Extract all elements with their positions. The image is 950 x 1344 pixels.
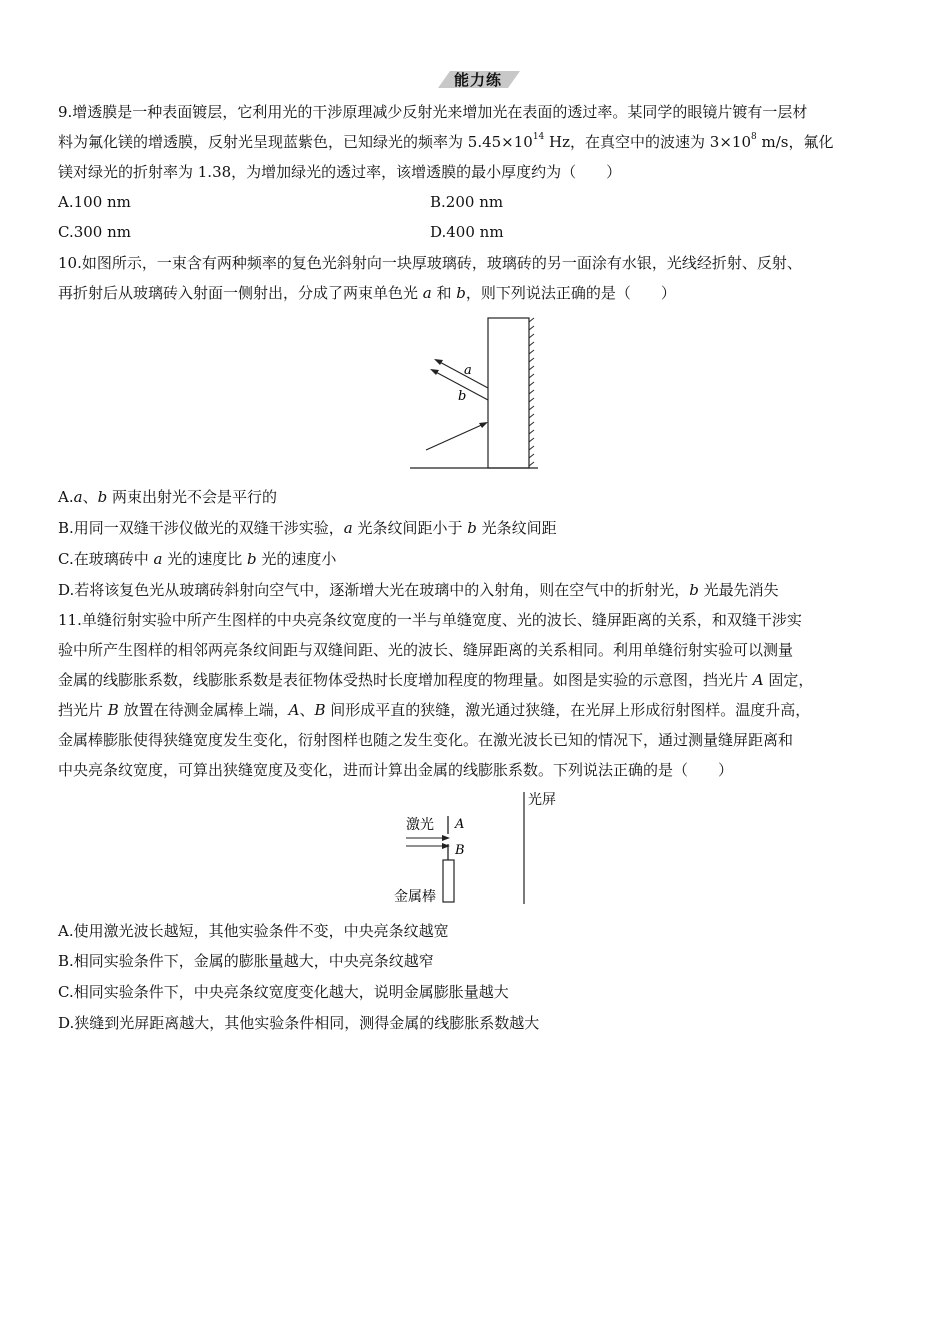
- q11-line-1: 11.单缝衍射实验中所产生图样的中央亮条纹宽度的一半与单缝宽度、光的波长、缝屏距离的关系，和双缝干涉实: [58, 611, 802, 629]
- q9-option-d[interactable]: D.400 nm: [430, 223, 504, 241]
- fig-label-plate-b: B: [455, 843, 465, 858]
- q11-option-b[interactable]: B.相同实验条件下，金属的膨胀量越大，中央亮条纹越窄: [58, 952, 434, 970]
- q9-line-1: 9.增透膜是一种表面镀层，它利用光的干涉原理减少反射光来增加光在表面的透过率。某同学的眼镜片镀有一层材: [58, 103, 808, 121]
- fig-laser-label: 激光: [406, 817, 434, 833]
- incident-ray: [426, 423, 486, 450]
- q10-stem: [58, 248, 890, 308]
- mercury-hatching: [529, 318, 534, 466]
- ray-a-arrow-head: [434, 359, 443, 365]
- q11-line-5: 金属棒膨胀使得狭缝宽度发生变化，衍射图样也随之发生变化。在激光波长已知的情况下，通过测量缝屏距离和: [58, 731, 794, 749]
- q11-option-d[interactable]: D.狭缝到光屏距离越大，其他实验条件相同，测得金属的线膨胀系数越大: [58, 1014, 540, 1032]
- q10-option-a[interactable]: A.a、b 两束出射光不会是平行的: [58, 488, 277, 506]
- q10-option-b[interactable]: B.用同一双缝干涉仪做光的双缝干涉实验，a 光条纹间距小于 b 光条纹间距: [58, 519, 557, 537]
- q11-line-6: 中央亮条纹宽度，可算出狭缝宽度及变化，进而计算出金属的线膨胀系数。下列说法正确的是（ ）: [58, 761, 734, 779]
- q10-line-1: 10.如图所示，一束含有两种频率的复色光斜射向一块厚玻璃砖，玻璃砖的另一面涂有水银，光线经折射、反射、: [58, 254, 802, 272]
- fig-screen-label: 光屏: [528, 792, 556, 808]
- q10-line-2: 再折射后从玻璃砖入射面一侧射出，分成了两束单色光 a 和 b，则下列说法正确的是（ ）: [58, 284, 676, 302]
- ray-a: [436, 360, 488, 388]
- q9-line-2: 料为氟化镁的增透膜，反射光呈现蓝紫色，已知绿光的频率为 $5.45\times 10^{14}$ Hz，在真空中的波速为 $3\times 10^8$ m/s，氟化: [58, 132, 834, 151]
- laser-arrow-2: [442, 843, 450, 849]
- q11-option-a[interactable]: A.使用激光波长越短，其他实验条件不变，中央亮条纹越宽: [58, 922, 449, 940]
- fig-label-a: a: [464, 363, 472, 378]
- q11-option-c[interactable]: C.相同实验条件下，中央亮条纹宽度变化越大，说明金属膨胀量越大: [58, 983, 509, 1001]
- q11-line-4: 挡光片 B 放置在待测金属棒上端，A、B 间形成平直的狭缝，激光通过狭缝，在光屏上形成衍射图样。温度升高，: [58, 701, 811, 719]
- q9-stem: [58, 97, 890, 187]
- fig-label-plate-a: A: [455, 817, 465, 832]
- q11-line-3: 金属的线膨胀系数，线膨胀系数是表征物体受热时长度增加程度的物理量。如图是实验的示意图，挡光片 A 固定，: [58, 671, 814, 689]
- fig-label-b: b: [458, 389, 467, 404]
- q9-option-b[interactable]: B.200 nm: [430, 193, 504, 211]
- q11-stem: [58, 605, 890, 785]
- q9-option-c[interactable]: C.300 nm: [58, 223, 131, 241]
- metal-rod: [443, 860, 454, 902]
- section-header: [432, 68, 524, 90]
- q10-option-c[interactable]: C.在玻璃砖中 a 光的速度比 b 光的速度小: [58, 550, 337, 568]
- laser-arrow-1: [442, 835, 450, 841]
- q10-option-d[interactable]: D.若将该复色光从玻璃砖斜射向空气中，逐渐增大光在玻璃中的入射角，则在空气中的折射光，b 光最先消失: [58, 581, 779, 599]
- incident-arrow-head: [479, 422, 488, 428]
- fig-rod-label: 金属棒: [394, 889, 436, 905]
- q11-single-slit-figure: [388, 788, 568, 910]
- q9-option-a[interactable]: A.100 nm: [58, 193, 131, 211]
- q9-line-3: 镁对绿光的折射率为 1.38，为增加绿光的透过率，该增透膜的最小厚度约为（ ）: [58, 163, 622, 181]
- glass-brick: [488, 318, 529, 468]
- ray-b-arrow-head: [430, 369, 439, 375]
- q11-line-2: 验中所产生图样的相邻两亮条纹间距与双缝间距、光的波长、缝屏距离的关系相同。利用单缝衍射实验可以测量: [58, 641, 794, 659]
- section-title: 能力练: [453, 71, 502, 89]
- q10-glass-brick-figure: [400, 312, 550, 477]
